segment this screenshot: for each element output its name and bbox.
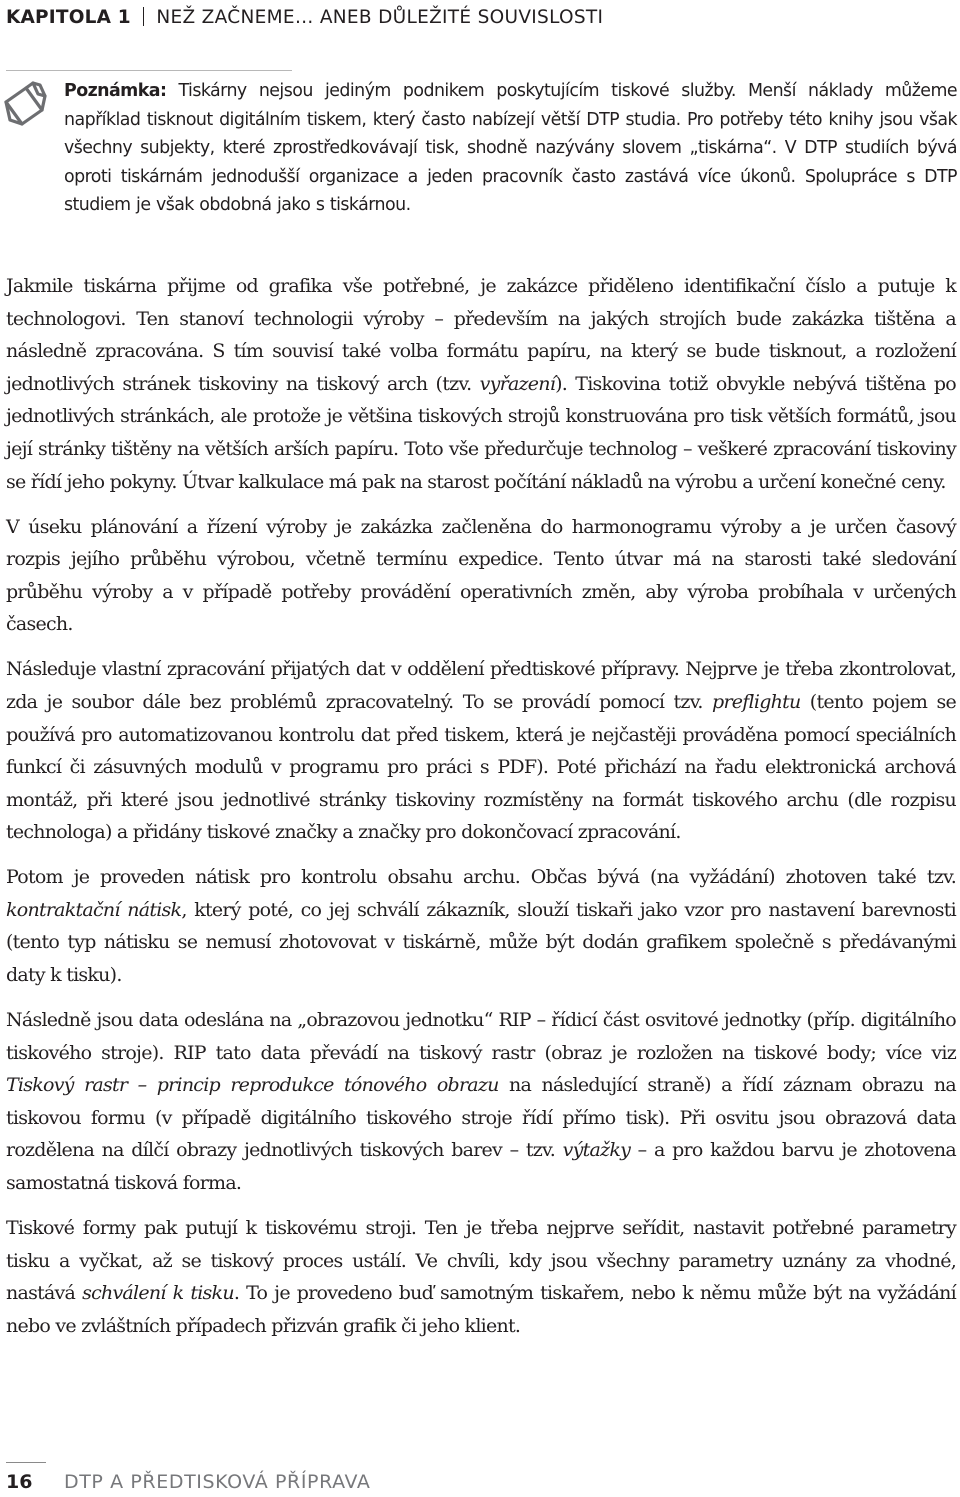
term-vytazky: výtažky (562, 1139, 631, 1162)
term-schvaleni-k-tisku: schválení k tisku (82, 1282, 234, 1305)
paragraph-5: Následně jsou data odeslána na „obrazovou jednotku“ RIP – řídicí část osvitové jednotky (příp. digitálního tiskového stroje). RIP tato data převádí na tiskový rastr (obraz je rozložen na tiskové body; více viz Tiskový rastr – princip reprodukce tónového obrazu na následující straně) a řídí záznam obrazu na tiskovou formu (v případě digitálního tiskového stroje řídí přímo tisk). Při osvitu jsou obrazová data rozdělena na dílčí obrazy jednotlivých tiskových barev – tzv. výtažky – a pro každou barvu je zhotovena samostatná tisková forma. (6, 1009, 956, 1194)
chapter-label: KAPITOLA 1 (6, 7, 131, 28)
note-divider (6, 70, 292, 71)
paragraph-2: V úseku plánování a řízení výroby je zakázka začleněna do harmonogramu výroby a je určen časový rozpis jejího průběhu výrobou, včetně termínu expedice. Tento útvar má na starosti také sledování průběhu výroby a v případě potřeby provádění operativních změn, aby výroba probíhala v určených časech. (6, 515, 956, 636)
book-title: DTP A PŘEDTISKOVÁ PŘÍPRAVA (64, 1471, 371, 1493)
running-footer (6, 1468, 946, 1496)
term-preflight: preflightu (712, 690, 801, 713)
header-separator (143, 7, 145, 26)
paragraph-3: Následuje vlastní zpracování přijatých dat v oddělení předtiskové přípravy. Nejprve je třeba zkontrolovat, zda je soubor dále bez problémů zpracovatelný. To se provádí pomocí tzv. preflightu (tento pojem se používá pro automatizovanou kontrolu dat před tiskem, která je nejčastěji prováděna pomocí speciálních funkcí či zásuvných modulů v programu pro práci s PDF). Poté přichází na řadu elektronická archová montáž, při které jsou jednotlivé stránky tiskoviny rozmístěny na formát tiskového archu (dle rozpisu technologa) a přidány tiskové značky a značky pro dokončovací zpracování. (6, 658, 956, 844)
note-pencil-icon (2, 76, 48, 128)
paragraph-6: Tiskové formy pak putují k tiskovému stroji. Ten je třeba nejprve seřídit, nastavit potřebné parametry tisku a vyčkat, až se tiskový proces ustálí. Ve chvíli, kdy jsou všechny parametry uznány za vhodné, nastává schválení k tisku. To je provedeno buď samotným tiskařem, nebo k němu může být na vyžádání nebo ve zvláštních případech přizván grafik či jeho klient. (6, 1216, 956, 1337)
footer-divider (6, 1462, 46, 1463)
note-box (64, 77, 957, 220)
term-vyrazeni: vyřazení (479, 372, 556, 395)
cross-reference: Tiskový rastr – princip reprodukce tónového obrazu (6, 1074, 499, 1097)
paragraph-4: Potom je proveden nátisk pro kontrolu obsahu archu. Občas bývá (na vyžádání) zhotoven také tzv. kontraktační nátisk, který poté, co jej schválí zákazník, slouží tiskaři jako vzor pro nastavení barevnosti (tento typ nátisku se nemusí zhotovovat v tiskárně, může být dodán grafikem společně s předávanými daty k tisku). (6, 866, 956, 987)
paragraph-1: Jakmile tiskárna přijme od grafika vše potřebné, je zakázce přiděleno identifikační číslo a putuje k technologovi. Ten stanoví technologii výroby – především na jakých strojích bude zakázka tištěna a následně zpracována. S tím souvisí také volba formátu papíru, na který se bude tisknout, a rozložení jednotlivých stránek tiskoviny na tiskový arch (tzv. vyřazení). Tiskovina totiž obvykle nebývá tištěna po jednotlivých stránkách, ale protože je většina tiskových strojů konstruována pro tisk větších formátů, jsou její stránky tištěny na větších arších papíru. Toto vše předurčuje technolog – veškeré zpracování tiskoviny se řídí jeho pokyny. Útvar kalkulace má pak na starost počítání nákladů na výrobu a určení konečné ceny. (6, 275, 956, 493)
note-label: Poznámka: (64, 81, 167, 101)
running-header (6, 4, 946, 32)
term-kontraktacni-natisk: kontraktační nátisk (6, 898, 182, 921)
page-number: 16 (6, 1471, 33, 1493)
note-text: Tiskárny nejsou jediným podnikem poskytujícím tiskové služby. Menší náklady můžeme například tisknout digitálním tiskem, který často nabízejí větší DTP studia. Pro potřeby této knihy jsou však všechny subjekty, které zprostředkovávají tisk, shodně nazývány slovem „tiskárna“. V DTP studiích bývá oproti tiskárnám jednodušší organizace a jeden pracovník často zastává více úkonů. Spolupráce s DTP studiem je však obdobná jako s tiskárnou. (64, 81, 957, 215)
chapter-title: NEŽ ZAČNEME… ANEB DŮLEŽITÉ SOUVISLOSTI (156, 7, 604, 28)
body-text (6, 270, 956, 1355)
